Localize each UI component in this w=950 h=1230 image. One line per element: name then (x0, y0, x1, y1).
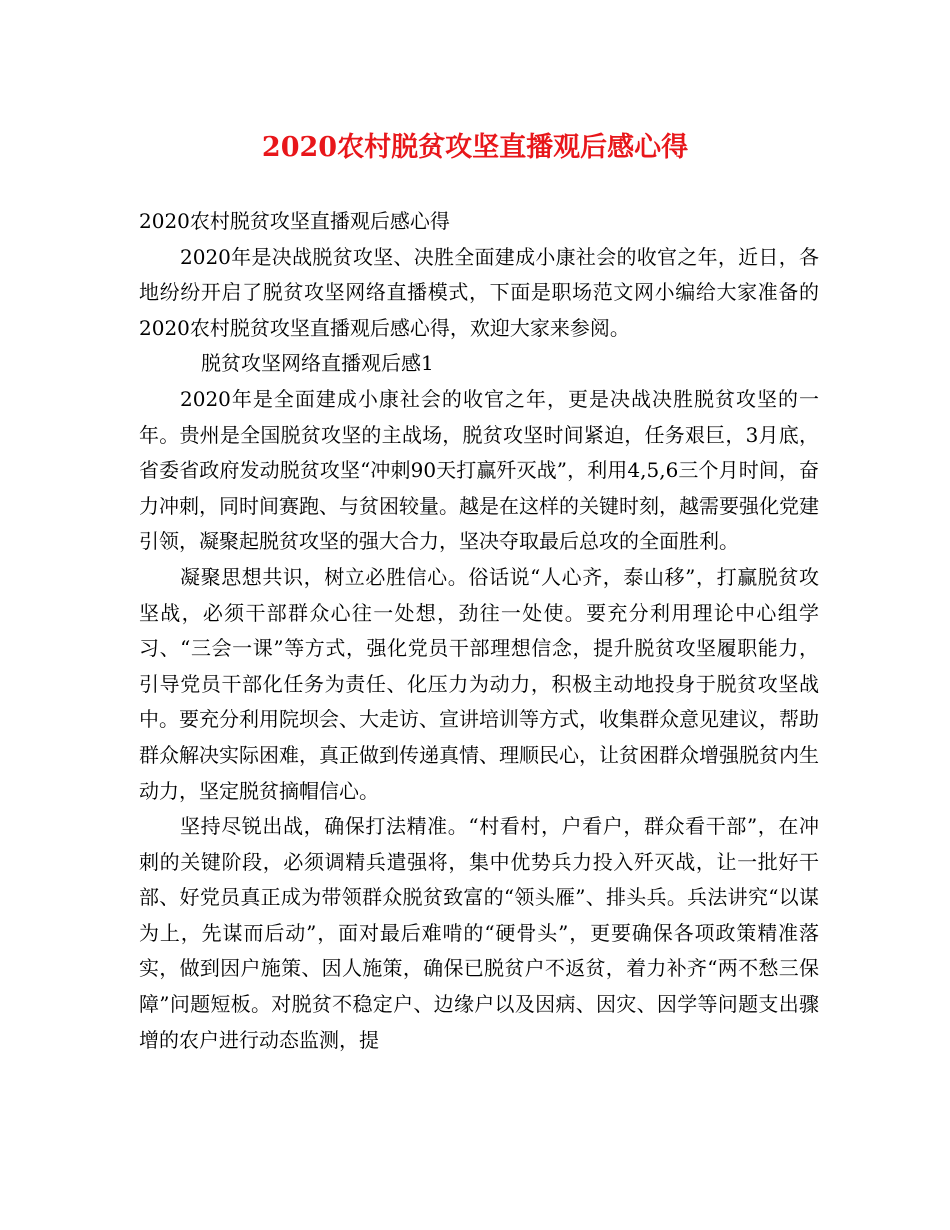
subtitle-line: 2020农村脱贫攻坚直播观后感心得 (139, 209, 450, 233)
document-body (139, 204, 819, 1058)
body-paragraph-2: 凝聚思想共识，树立必胜信心。俗话说“人心齐，泰山移”，打赢脱贫攻坚战，必须干部群众心往一处想，劲往一处使。要充分利用理论中心组学习、“三会一课”等方式，强化党员干部理想信念，提升脱贫攻坚履职能力，引导党员干部化任务为责任、化压力为动力，积极主动地投身于脱贫攻坚战中。要充分利用院坝会、大走访、宣讲培训等方式，收集群众意见建议，帮助群众解决实际困难，真正做到传递真情、理顺民心，让贫困群众增强脱贫内生动力，坚定脱贫摘帽信心。 (139, 564, 819, 803)
intro-paragraph: 2020年是决战脱贫攻坚、决胜全面建成小康社会的收官之年，近日，各地纷纷开启了脱贫攻坚网络直播模式，下面是职场范文网小编给大家准备的2020农村脱贫攻坚直播观后感心得，欢迎大家来参阅。 (139, 244, 819, 340)
section-heading: 脱贫攻坚网络直播观后感1 (201, 351, 434, 376)
document-title: 2020农村脱贫攻坚直播观后感心得 (261, 132, 689, 163)
body-paragraph-3: 坚持尽锐出战，确保打法精准。“村看村，户看户，群众看干部”，在冲刺的关键阶段，必须调精兵遣强将，集中优势兵力投入歼灭战，让一批好干部、好党员真正成为带领群众脱贫致富的“领头雁”、排头兵。兵法讲究“以谋为上，先谋而后动”，面对最后难啃的“硬骨头”，更要确保各项政策精准落实，做到因户施策、因人施策，确保已脱贫户不返贫，着力补齐“两不愁三保障”问题短板。对脱贫不稳定户、边缘户以及因病、因灾、因学等问题支出骤增的农户进行动态监测，提 (139, 814, 819, 1052)
body-paragraph-1: 2020年是全面建成小康社会的收官之年，更是决战决胜脱贫攻坚的一年。贵州是全国脱贫攻坚的主战场，脱贫攻坚时间紧迫，任务艰巨，3月底，省委省政府发动脱贫攻坚“冲刺90天打赢歼灭战”，利用4,5,6三个月时间，奋力冲刺，同时间赛跑、与贫困较量。越是在这样的关键时刻，越需要强化党建引领，凝聚起脱贫攻坚的强大合力，坚决夺取最后总攻的全面胜利。 (139, 386, 819, 554)
